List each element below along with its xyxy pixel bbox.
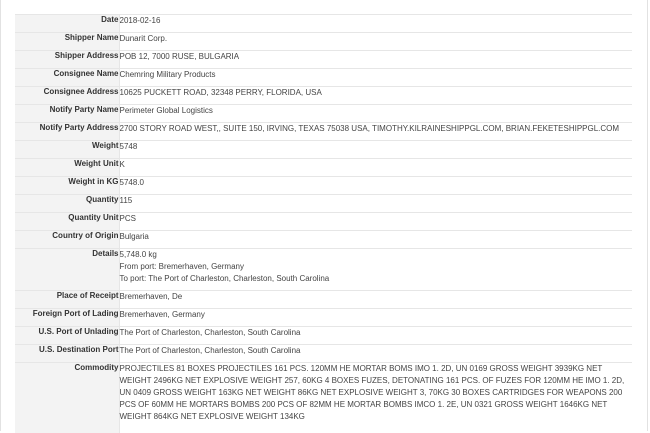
field-label: Country of Origin [15,231,119,249]
field-value-date: 2018-02-16 [119,15,632,33]
field-label: Place of Receipt [15,291,119,309]
row-foreign-port-of-lading [15,309,632,327]
field-label: Notify Party Address [15,123,119,141]
field-value-shipper-address: POB 12, 7000 RUSE, BULGARIA [119,51,632,69]
row-commodity [15,363,632,433]
row-place-of-receipt [15,291,632,309]
field-label: Shipper Name [15,33,119,51]
field-value-details [119,249,632,291]
field-label: U.S. Destination Port [15,345,119,363]
row-shipper-name [15,33,632,51]
field-value-commodity: PROJECTILES 81 BOXES PROJECTILES 161 PCS. 120MM HE MORTAR BOMS IMO 1. 2D, UN 0169 GROSS WEIGHT 3939KG NET WEIGHT 2496KG NET EXPLOSIVE WEIGHT 257, 60KG 4 BOXES FUZES, DETONATING 161 PCS. OF FUZES FOR 120MM HE IMO 1. 2D, UN 0409 GROSS WEIGHT 163KG NET WEIGHT 86KG NET EXPLOSIVE WEIGHT 3, 70KG 30 BOXES CARTRIDGES FOR WEAPONS 200 PCS OF 60MM HE MORTARS BOMBS 200 PCS OF 82MM HE MORTAR BOMBS IMCO 1. 2E, UN 0321 GROSS WEIGHT 1646KG NET WEIGHT 864KG NET EXPLOSIVE WEIGHT 134KG [119,363,632,433]
field-label: Weight [15,141,119,159]
row-quantity-unit [15,213,632,231]
field-value-consignee-address: 10625 PUCKETT ROAD, 32348 PERRY, FLORIDA, USA [119,87,632,105]
row-date [15,15,632,33]
field-label: Details [15,249,119,291]
field-value-weight-unit: K [119,159,632,177]
row-weight-unit [15,159,632,177]
field-value-notify-party-address: 2700 STORY ROAD WEST,, SUITE 150, IRVING, TEXAS 75038 USA, TIMOTHY.KILRAINESHIPPGL.COM, BRIAN.FEKETESHIPPGL.COM [119,123,632,141]
field-value-quantity-unit: PCS [119,213,632,231]
field-label: Date [15,15,119,33]
field-label: Consignee Address [15,87,119,105]
field-label: Notify Party Name [15,105,119,123]
row-us-port-of-unlading [15,327,632,345]
details-weight: 5,748.0 kg [119,250,157,259]
field-value-weight: 5748 [119,141,632,159]
row-consignee-address [15,87,632,105]
row-notify-party-address [15,123,632,141]
field-value-place-of-receipt: Bremerhaven, De [119,291,632,309]
row-weight [15,141,632,159]
field-value-weight-in-kg: 5748.0 [119,177,632,195]
row-shipper-address [15,51,632,69]
field-label: Consignee Name [15,69,119,87]
details-from-port: From port: Bremerhaven, Germany [119,262,244,271]
field-value-foreign-port-of-lading: Bremerhaven, Germany [119,309,632,327]
field-label: Foreign Port of Lading [15,309,119,327]
row-us-destination-port [15,345,632,363]
field-label: Weight in KG [15,177,119,195]
field-value-notify-party-name: Perimeter Global Logistics [119,105,632,123]
field-value-quantity: 115 [119,195,632,213]
field-value-us-port-of-unlading: The Port of Charleston, Charleston, South Carolina [119,327,632,345]
field-value-consignee-name: Chemring Military Products [119,69,632,87]
field-label: Quantity Unit [15,213,119,231]
field-value-us-destination-port: The Port of Charleston, Charleston, South Carolina [119,345,632,363]
field-value-country-of-origin: Bulgaria [119,231,632,249]
field-label: Commodity [15,363,119,433]
row-quantity [15,195,632,213]
row-details [15,249,632,291]
row-consignee-name [15,69,632,87]
field-label: Shipper Address [15,51,119,69]
field-value-shipper-name: Dunarit Corp. [119,33,632,51]
shipment-details-table [15,14,632,433]
field-label: Quantity [15,195,119,213]
row-notify-party-name [15,105,632,123]
field-label: Weight Unit [15,159,119,177]
field-label: U.S. Port of Unlading [15,327,119,345]
row-weight-in-kg [15,177,632,195]
details-to-port: To port: The Port of Charleston, Charleston, South Carolina [119,274,330,283]
row-country-of-origin [15,231,632,249]
